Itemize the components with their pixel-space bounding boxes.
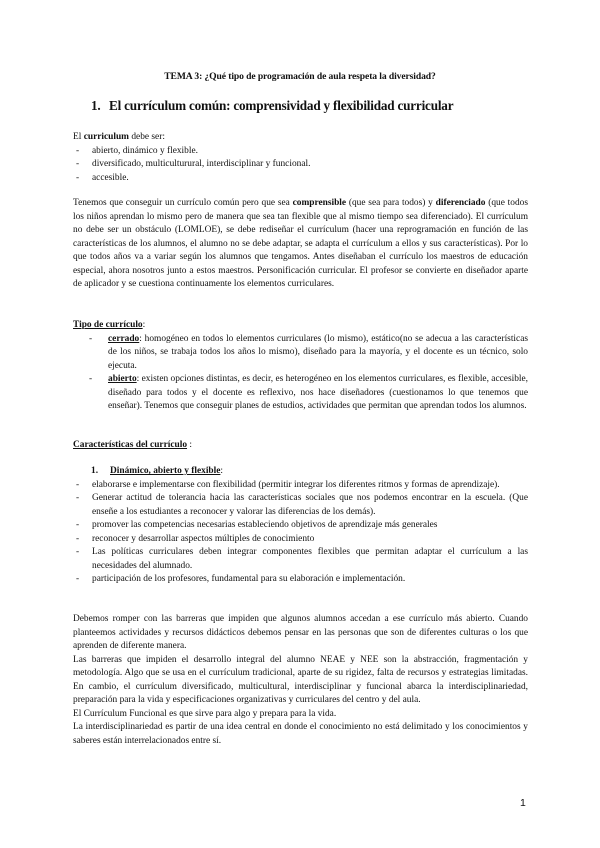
list-item: - abierto, dinámico y flexible. — [73, 145, 528, 159]
section-heading — [91, 98, 453, 114]
characteristics-heading-text: Características del currículo — [73, 440, 188, 450]
characteristics-heading-colon: : — [187, 440, 192, 450]
intro-bold: curriculum — [83, 132, 129, 142]
curriculum-types — [73, 319, 528, 414]
list-item — [73, 333, 528, 374]
list-item: - promover las competencias necesarias estableciendo objetivos de aprendizaje más generales — [73, 519, 528, 533]
type-open-label: abierto — [108, 374, 137, 384]
list-item: - elaborarse e implementarse con flexibilidad (permitir integrar los diferentes ritmos y formas de aprendizaje). — [73, 479, 528, 493]
para-text: Tenemos que conseguir un currículo común pero que sea — [73, 198, 293, 208]
curriculum-traits-list — [73, 145, 528, 186]
types-heading — [73, 319, 528, 333]
list-item: - participación de los profesores, fundamental para su elaboración e implementación. — [73, 573, 528, 587]
characteristics-subheading — [73, 465, 528, 479]
page-title: TEMA 3: ¿Qué tipo de programación de aula respeta la diversidad? — [164, 71, 436, 82]
para-text: (que todos los niños aprendan lo mismo pero de manera que sea tan flexible que al mismo tiempo sea diferenciado). El currículum no debe ser un obstáculo (LOMLOE), se debe rediseñar el currículum (hacer una reprogramación en función de las características de los alumnos, el alumno no se debe adaptar, se adapta el currículum a ellos y sus características). Por lo que todos años va a variar según los alumnos que tengamos. Antes diseñaban el currículo los maestros de educación especial, ahora nosotros junto a estos maestros. Personificación curricular. El profesor se convierte en diseñador aparte de aplicador y se cuestiona continuamente los elementos curriculares. — [73, 198, 528, 289]
list-item — [73, 373, 528, 414]
intro-suffix: debe ser: — [129, 132, 165, 142]
closing-paragraphs — [73, 613, 528, 748]
curriculum-characteristics-heading — [73, 439, 528, 453]
list-item: - Las políticas curriculares deben integrar componentes flexibles que permitan adaptar el currículum a las necesidades del alumnado. — [73, 546, 528, 573]
comprehensive-paragraph — [73, 197, 528, 292]
section-heading-text: El currículum común: comprensividad y flexibilidad curricular — [109, 98, 454, 113]
closing-paragraph: El Currículum Funcional es que sirve para algo y prepara para la vida. — [73, 708, 337, 719]
subheading-number: 1. — [91, 466, 99, 476]
para-bold-diferenciado: diferenciado — [435, 198, 486, 208]
curriculum-intro-line — [73, 131, 528, 145]
type-open-text: : existen opciones distintas, es decir, es heterogéneo en los elementos curriculares, es flexible, accesible, diseñado para todos y el docente es reflexivo, nos hace diseñadores (cuestionamos lo que tenemos que enseñar). Tenemos que conseguir planes de estudios, actividades que permitan que aprendan todos los alumnos. — [108, 374, 528, 411]
type-closed-text: : homogéneo en todos lo elementos curriculares (lo mismo), estático(no se adecua a las características de los niños, se trabaja todos los años lo mismo), diseñado para la mayoría, y el docente es un técnico, solo ejecuta. — [108, 333, 528, 371]
types-heading-colon: : — [142, 320, 146, 330]
characteristics-list — [73, 479, 528, 587]
closing-paragraph: Debemos romper con las barreras que impiden que algunos alumnos accedan a ese currículo más abierto. Cuando planteemos actividades y recursos didácticos debemos pensar en las personas que son de diferentes culturas o los que aprenden de diferente manera. — [73, 614, 528, 651]
list-item: - accesible. — [73, 172, 528, 186]
list-item: - diversificado, multiculturural, interdisciplinar y funcional. — [73, 158, 528, 172]
types-list — [73, 333, 528, 414]
closing-paragraph: Las barreras que impiden el desarrollo integral del alumno NEAE y NEE son la abstracción, fragmentación y metodología. Algo que se usa en el currículum tradicional, aparte de su rigidez, falta de recursos y estrategias limitadas. En cambio, el currículum diversificado, multicultural, interdisciplinar y funcional abarca la interdisciplinariedad, preparación para la vida y especificaciones organizativas y curriculares del centro y del aula. — [73, 654, 528, 705]
subheading-text: Dinámico, abierto y flexible — [110, 466, 221, 476]
list-item: - Generar actitud de tolerancia hacia las características sociales que nos podemos encontrar en la escuela. (Que enseñe a los estudiantes a reconocer y valorar las diferencias de los demás). — [73, 492, 528, 519]
curriculum-characteristics — [73, 465, 528, 587]
para-text: (que sea para todos) y — [346, 198, 436, 208]
para-bold-comprensible: comprensible — [292, 198, 347, 208]
type-closed-label: cerrado — [108, 333, 140, 344]
list-item: - reconocer y desarrollar aspectos múltiples de conocimiento — [73, 533, 528, 547]
section-number: 1. — [91, 98, 101, 113]
closing-paragraph: La interdisciplinariedad es partir de una idea central en donde el conocimiento no está delimitado y los conocimientos y saberes están interrelacionados entre sí. — [73, 722, 528, 746]
types-heading-text: Tipo de currículo — [73, 320, 143, 330]
curriculum-intro — [73, 131, 528, 185]
intro-prefix: El — [73, 132, 84, 142]
page-number: 1 — [520, 797, 526, 809]
subheading-colon: : — [220, 466, 224, 476]
